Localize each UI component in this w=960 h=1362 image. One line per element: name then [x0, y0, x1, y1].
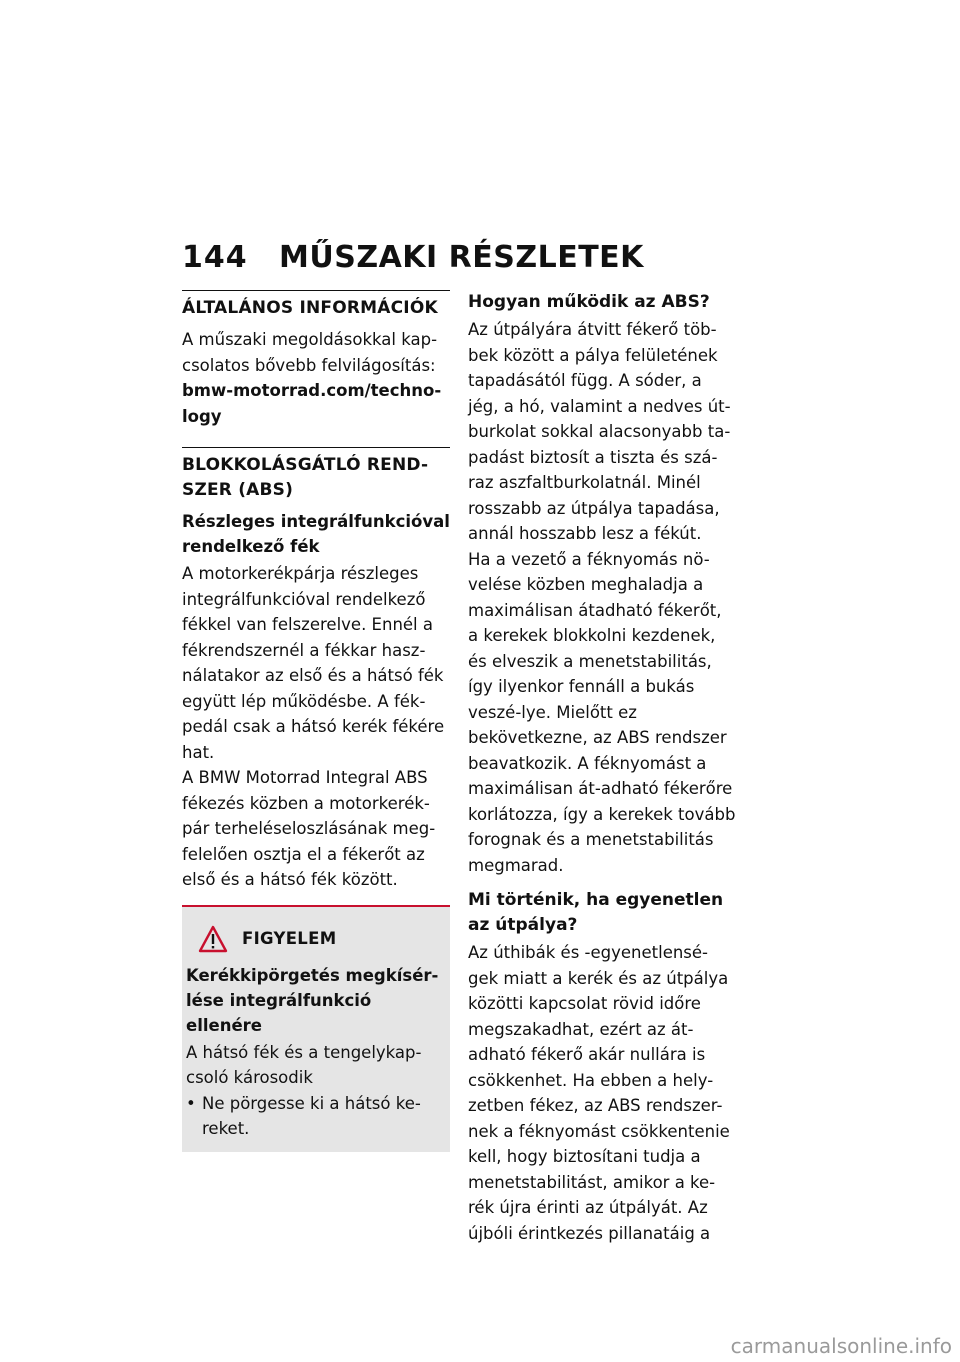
warning-heading: Kerékkipörgetés megkísér-lése integrálfunkció ellenére	[186, 965, 439, 1035]
uneven-road-text: Az úthibák és -egyenetlensé-gek miatt a kerék és az útpálya közötti kapcsolat rövid időre megszakadhat, ezért az át-adható fékerő akár nullára is csökkenhet. Ha ebben a hely-zetben fékez, az ABS rendszer-nek a féknyomást csökkentenie kell, hogy biztosítani tudja a menetstabilitást, amikor a ke-rék újra érinti az útpályát. Az újbóli érintkezés pillanatáig a	[468, 943, 730, 1243]
right-column	[468, 290, 736, 1246]
how-abs-works-text-1: Az útpályára átvitt fékerő töb-bek között a pálya felületének tapadásától függ. A sóder, a jég, a hó, valamint a nedves út-burkolat sokkal alacsonyabb ta-padást biztosít a tiszta és szá-raz aszfaltburkolatnál. Minél rosszabb az útpálya tapadása, annál hosszabb lesz a fékút.	[468, 320, 731, 543]
left-column	[182, 290, 450, 1152]
section-rule	[182, 447, 450, 448]
page-header	[182, 240, 882, 280]
page-title: MŰSZAKI RÉSZLETEK	[279, 240, 644, 275]
partial-integral-text-1: A motorkerékpárja részleges integrálfunkcióval rendelkező fékkel van felszerelve. Ennél a fékrendszernél a fékkar hasz-nálatakor az első és a hátsó fék együtt lép működésbe. A fék-pedál csak a hátsó kerék fékére hat.	[182, 564, 445, 762]
abs-heading: BLOKKOLÁSGÁTLÓ REND-SZER (ABS)	[182, 455, 429, 500]
partial-integral-heading: Részleges integrálfunkcióval rendelkező fék	[182, 512, 450, 556]
how-abs-works-heading: Hogyan működik az ABS?	[468, 292, 710, 312]
warning-title: FIGYELEM	[242, 929, 337, 948]
partial-integral-text-2: A BMW Motorrad Integral ABS fékezés közben a motorkerék-pár terheléseloszlásának meg-felelően osztja el a fékerőt az első és a hátsó fék között.	[182, 768, 436, 889]
warning-box	[182, 905, 450, 1152]
bullet-icon: •	[186, 1093, 196, 1113]
page-number: 144	[182, 240, 248, 275]
uneven-road-heading: Mi történik, ha egyenetlen az útpálya?	[468, 890, 724, 935]
general-info-text: A műszaki megoldásokkal kap-csolatos bővebb felvilágosítás:	[182, 330, 438, 375]
warning-text: A hátsó fék és a tengelykap-csoló károsodik	[186, 1042, 422, 1087]
general-info-heading: ÁLTALÁNOS INFORMÁCIÓK	[182, 298, 438, 318]
warning-title-row	[198, 925, 442, 953]
how-abs-works-text-2: Ha a vezető a féknyomás nö-velése közben meghaladja a maximálisan átadható fékerőt, a kerekek blokkolni kezdenek, és elveszik a menetstabilitás, így ilyenkor fennáll a bukás veszé-lye. Mielőtt ez bekövetkezne, az ABS rendszer beavatkozik. A féknyomást a maximálisan át-adható fékerőre korlátozza, így a kerekek tovább forognak és a menetstabilitás megmarad.	[468, 549, 736, 875]
section-rule	[182, 290, 450, 291]
warning-triangle-icon	[198, 925, 228, 953]
watermark: carmanualsonline.info	[730, 1334, 952, 1358]
general-info-link[interactable]: bmw-motorrad.com/techno-logy	[182, 381, 442, 426]
warning-bullet-item	[186, 1091, 442, 1142]
warning-bullet-text: Ne pörgesse ki a hátsó ke-reket.	[202, 1093, 421, 1138]
